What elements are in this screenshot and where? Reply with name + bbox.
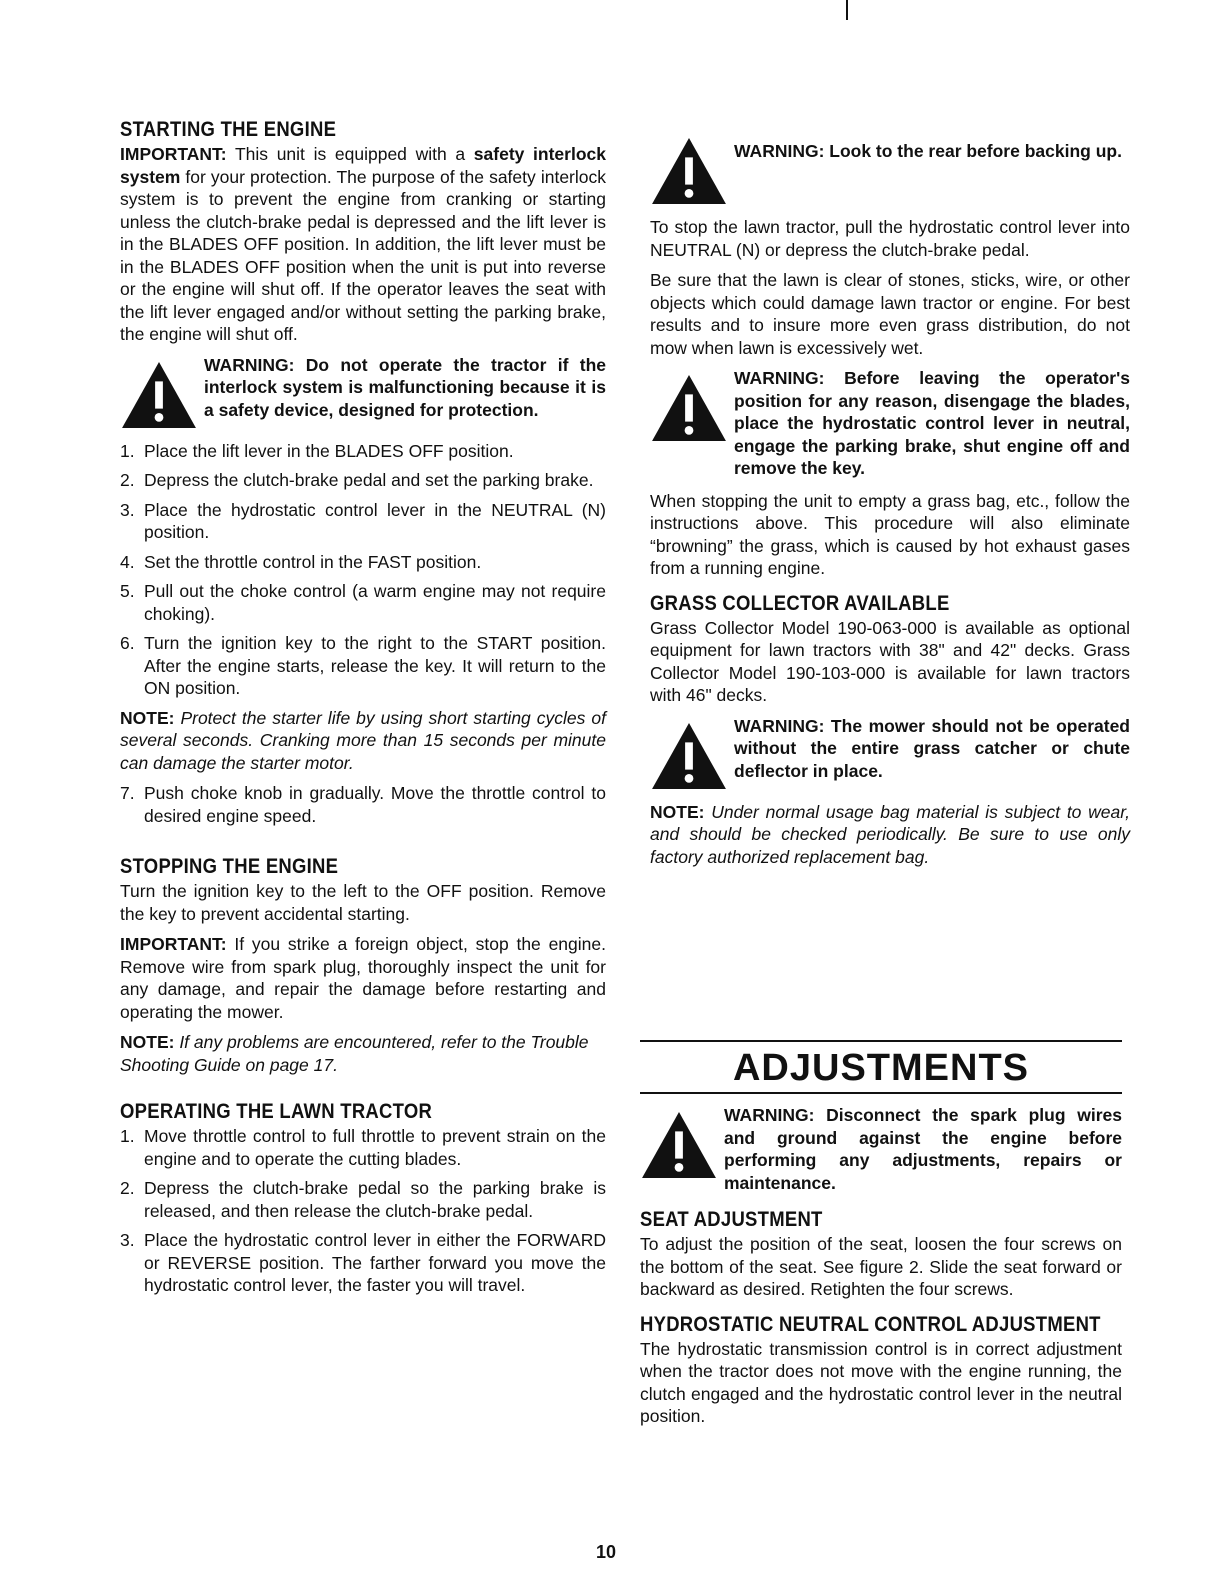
hydro-heading: HYDROSTATIC NEUTRAL CONTROL ADJUSTMENT (640, 1312, 1101, 1336)
list-item: 4. Set the throttle control in the FAST position. (120, 551, 482, 572)
stopping-para: Turn the ignition key to the left to the OFF position. Remove the key to prevent accidental starting. (120, 881, 606, 924)
warning-adjustments (640, 1104, 1122, 1194)
warning-adjustments-text: WARNING: Disconnect the spark plug wires and ground against the engine before performing any adjustments, repairs or maintenance. (724, 1105, 1122, 1193)
list-item: 7. Push choke knob in gradually. Move the throttle control to desired engine speed. (120, 783, 606, 826)
right-para-3: When stopping the unit to empty a grass bag, etc., follow the instructions above. This procedure will also eliminate “browning” the grass, which is caused by hot exhaust gases from a running engine. (650, 490, 1130, 578)
warning-rear-text: WARNING: Look to the rear before backing up. (734, 141, 1122, 161)
operating-section (120, 1100, 606, 1297)
collector-heading: GRASS COLLECTOR AVAILABLE (650, 591, 950, 615)
starting-section (120, 118, 606, 827)
collector-note: NOTE: Under normal usage bag material is subject to wear, and should be checked periodically. Be sure to use only factory authorized replacement bag. (650, 801, 1130, 867)
right-column (650, 140, 1130, 876)
seat-para: To adjust the position of the seat, loosen the four screws on the bottom of the seat. See figure 2. Slide the seat forward or backward as desired. Retighten the four screws. (640, 1234, 1122, 1299)
top-crop-mark (846, 0, 848, 20)
list-item: 5. Pull out the choke control (a warm engine may not require choking). (120, 581, 606, 624)
right-para-2: Be sure that the lawn is clear of stones, sticks, wire, or other objects which could damage lawn tractor or engine. For best results and to insure more even grass distribution, do not mow when lawn is excessively wet. (650, 270, 1130, 358)
list-item: 3. Place the hydrostatic control lever in the NEUTRAL (N) position. (120, 499, 606, 542)
warning-triangle-icon (650, 373, 728, 443)
list-item: 1. Move throttle control to full throttle to prevent strain on the engine and to operate the cutting blades. (120, 1126, 606, 1169)
important-label: IMPORTANT: (120, 144, 227, 164)
list-item: 3. Place the hydrostatic control lever in either the FORWARD or REVERSE position. The farther forward you move the hydrostatic control lever, the faster you will travel. (120, 1230, 606, 1295)
operating-heading: OPERATING THE LAWN TRACTOR (120, 1100, 433, 1123)
starting-steps (120, 440, 606, 700)
list-item: 2. Depress the clutch-brake pedal so the parking brake is released, and then release the clutch-brake pedal. (120, 1178, 606, 1221)
page-number: 10 (596, 1542, 617, 1562)
warning-leave (650, 367, 1130, 480)
stopping-section (120, 855, 606, 1076)
warning-triangle-icon (120, 360, 198, 430)
starting-note: NOTE: Protect the starter life by using short starting cycles of several seconds. Cranking more than 15 seconds per minute can damage the starter motor. (120, 707, 606, 773)
warning-interlock-text: WARNING: Do not operate the tractor if the interlock system is malfunctioning because it is a safety device, designed for protection. (204, 354, 606, 420)
starting-step-7 (120, 782, 606, 827)
starting-heading: STARTING THE ENGINE (120, 118, 337, 141)
stopping-heading: STOPPING THE ENGINE (120, 855, 339, 878)
list-item: 1. Place the lift lever in the BLADES OFF position. (120, 440, 514, 461)
warning-triangle-icon (650, 136, 728, 206)
left-column (120, 118, 606, 1304)
collector-para: Grass Collector Model 190-063-000 is available as optional equipment for lawn tractors with 38" and 42" decks. Grass Collector Model 190-103-000 is available for lawn tractors with 46" decks. (650, 617, 1130, 705)
operating-steps (120, 1125, 606, 1297)
hydro-para: The hydrostatic transmission control is in correct adjustment when the tractor does not move with the engine running, the clutch engaged and the hydrostatic control lever in the neutral position. (640, 1338, 1122, 1426)
right-para-1: To stop the lawn tractor, pull the hydrostatic control lever into NEUTRAL (N) or depress the clutch-brake pedal. (650, 217, 1130, 260)
list-item: 2. Depress the clutch-brake pedal and set the parking brake. (120, 470, 594, 490)
adjustments-rule-bottom (640, 1092, 1122, 1094)
warning-interlock (120, 354, 606, 430)
list-item: 6. Turn the ignition key to the right to the START position. After the engine starts, release the key. It will return to the ON position. (120, 633, 606, 698)
warning-leave-text: WARNING: Before leaving the operator's position for any reason, disengage the blades, place the hydrostatic control lever in neutral, engage the parking brake, shut engine off and remove the key. (734, 368, 1130, 478)
warning-rear (650, 130, 1130, 206)
warning-collector-text: WARNING: The mower should not be operated without the entire grass catcher or chute deflector in place. (734, 715, 1130, 781)
collector-section (650, 592, 1130, 869)
stopping-note: NOTE: If any problems are encountered, refer to the Trouble Shooting Guide on page 17. (120, 1032, 589, 1075)
stopping-important: IMPORTANT: If you strike a foreign object, stop the engine. Remove wire from spark plug, thoroughly inspect the unit for any damage, and repair the damage before restarting and operating the mower. (120, 934, 606, 1022)
starting-important: IMPORTANT: This unit is equipped with a safety interlock system for your protection. The purpose of the safety interlock system is to prevent the engine from cranking or starting unless the clutch-brake pedal is depressed and the lift lever is in the BLADES OFF position. In addition, the lift lever must be in the BLADES OFF position when the unit is put into reverse or the engine will shut off. If the operator leaves the seat with the lift lever engaged and/or without setting the parking brake, the engine will shut off. (120, 144, 606, 344)
warning-triangle-icon (650, 721, 728, 791)
warning-triangle-icon (640, 1110, 718, 1180)
adjustments-title: ADJUSTMENTS (732, 1047, 1030, 1089)
adjustments-section (640, 1040, 1122, 1436)
seat-heading: SEAT ADJUSTMENT (640, 1208, 823, 1231)
warning-collector (650, 715, 1130, 791)
